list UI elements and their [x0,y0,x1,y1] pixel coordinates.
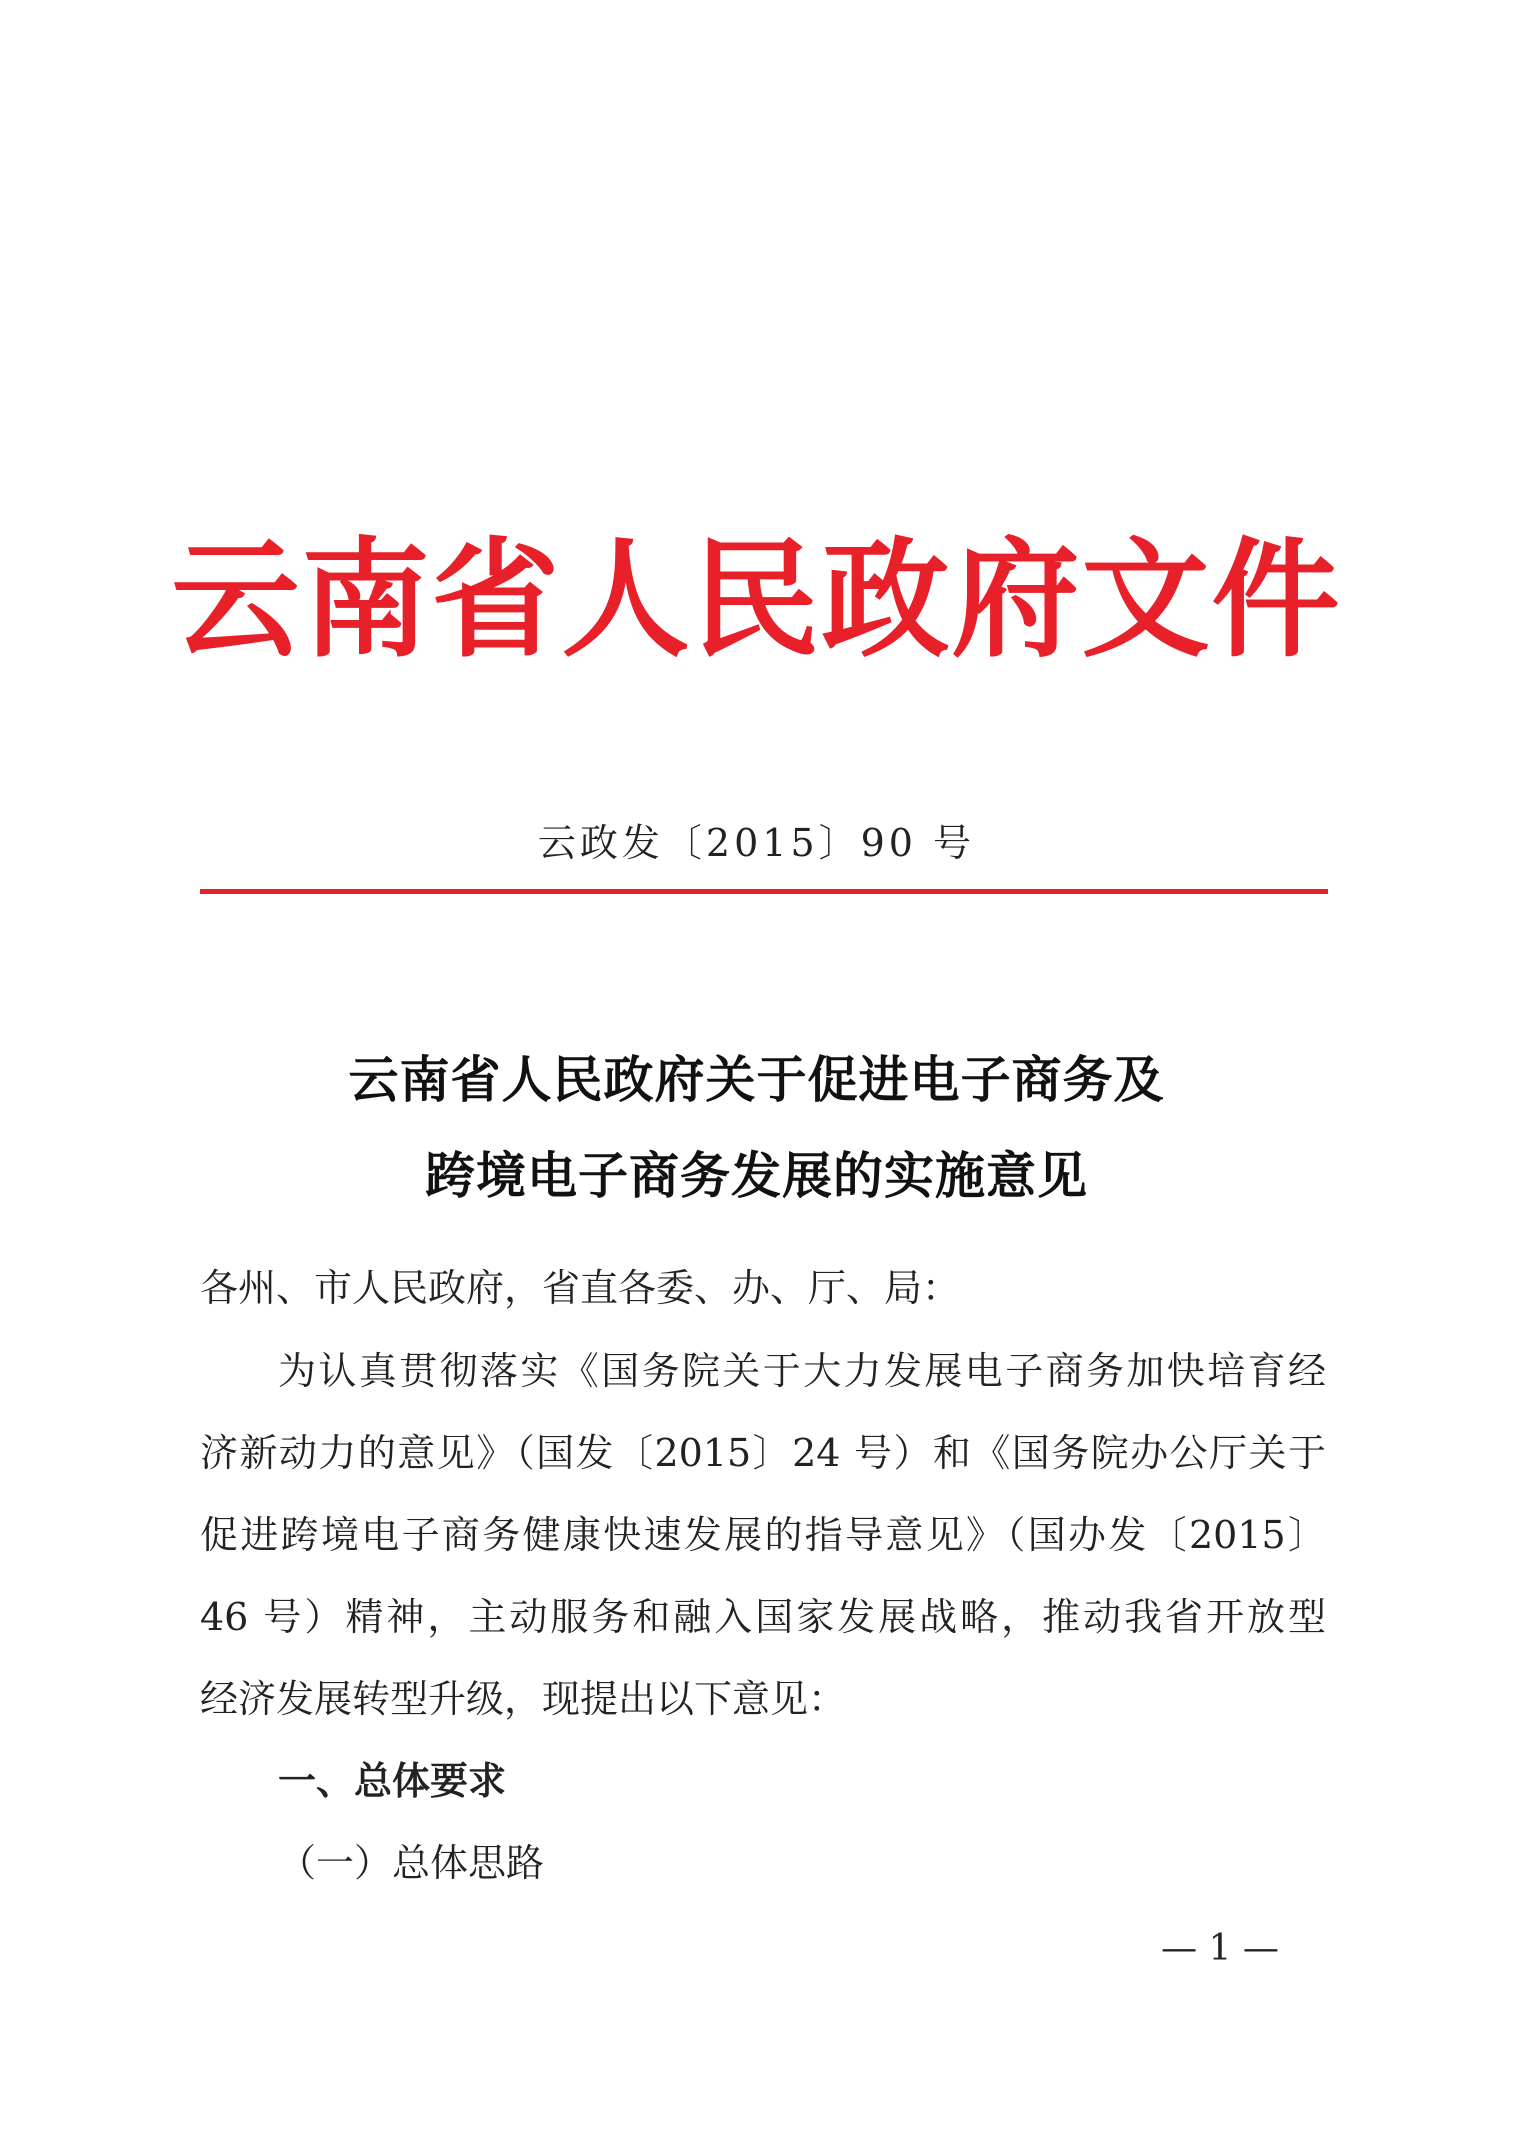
red-separator-line [200,889,1328,894]
section-heading: 一、总体要求 [278,1758,507,1803]
addressee-line: 各州、市人民政府，省直各委、办、厅、局： [200,1266,961,1310]
document-number: 云政发〔2015〕90 号 [537,821,976,865]
paragraph-line: 46 号）精神，主动服务和融入国家发展战略，推动我省开放型 [200,1595,1326,1639]
subsection-heading: （一）总体思路 [278,1841,545,1885]
paragraph-line: 为认真贯彻落实《国务院关于大力发展电子商务加快培育经 [278,1349,1326,1393]
masthead-title: 云南省人民政府文件 [171,525,1342,675]
page-number: — 1 — [1161,1928,1279,1969]
paragraph-line: 济新动力的意见》（国发〔2015〕24 号）和《国务院办公厅关于 [200,1431,1326,1475]
document-title-line-2: 跨境电子商务发展的实施意见 [425,1146,1088,1205]
document-title-line-1: 云南省人民政府关于促进电子商务及 [348,1050,1165,1109]
paragraph-line: 经济发展转型升级，现提出以下意见： [200,1677,847,1721]
paragraph-line: 促进跨境电子商务健康快速发展的指导意见》（国办发〔2015〕 [200,1513,1326,1557]
